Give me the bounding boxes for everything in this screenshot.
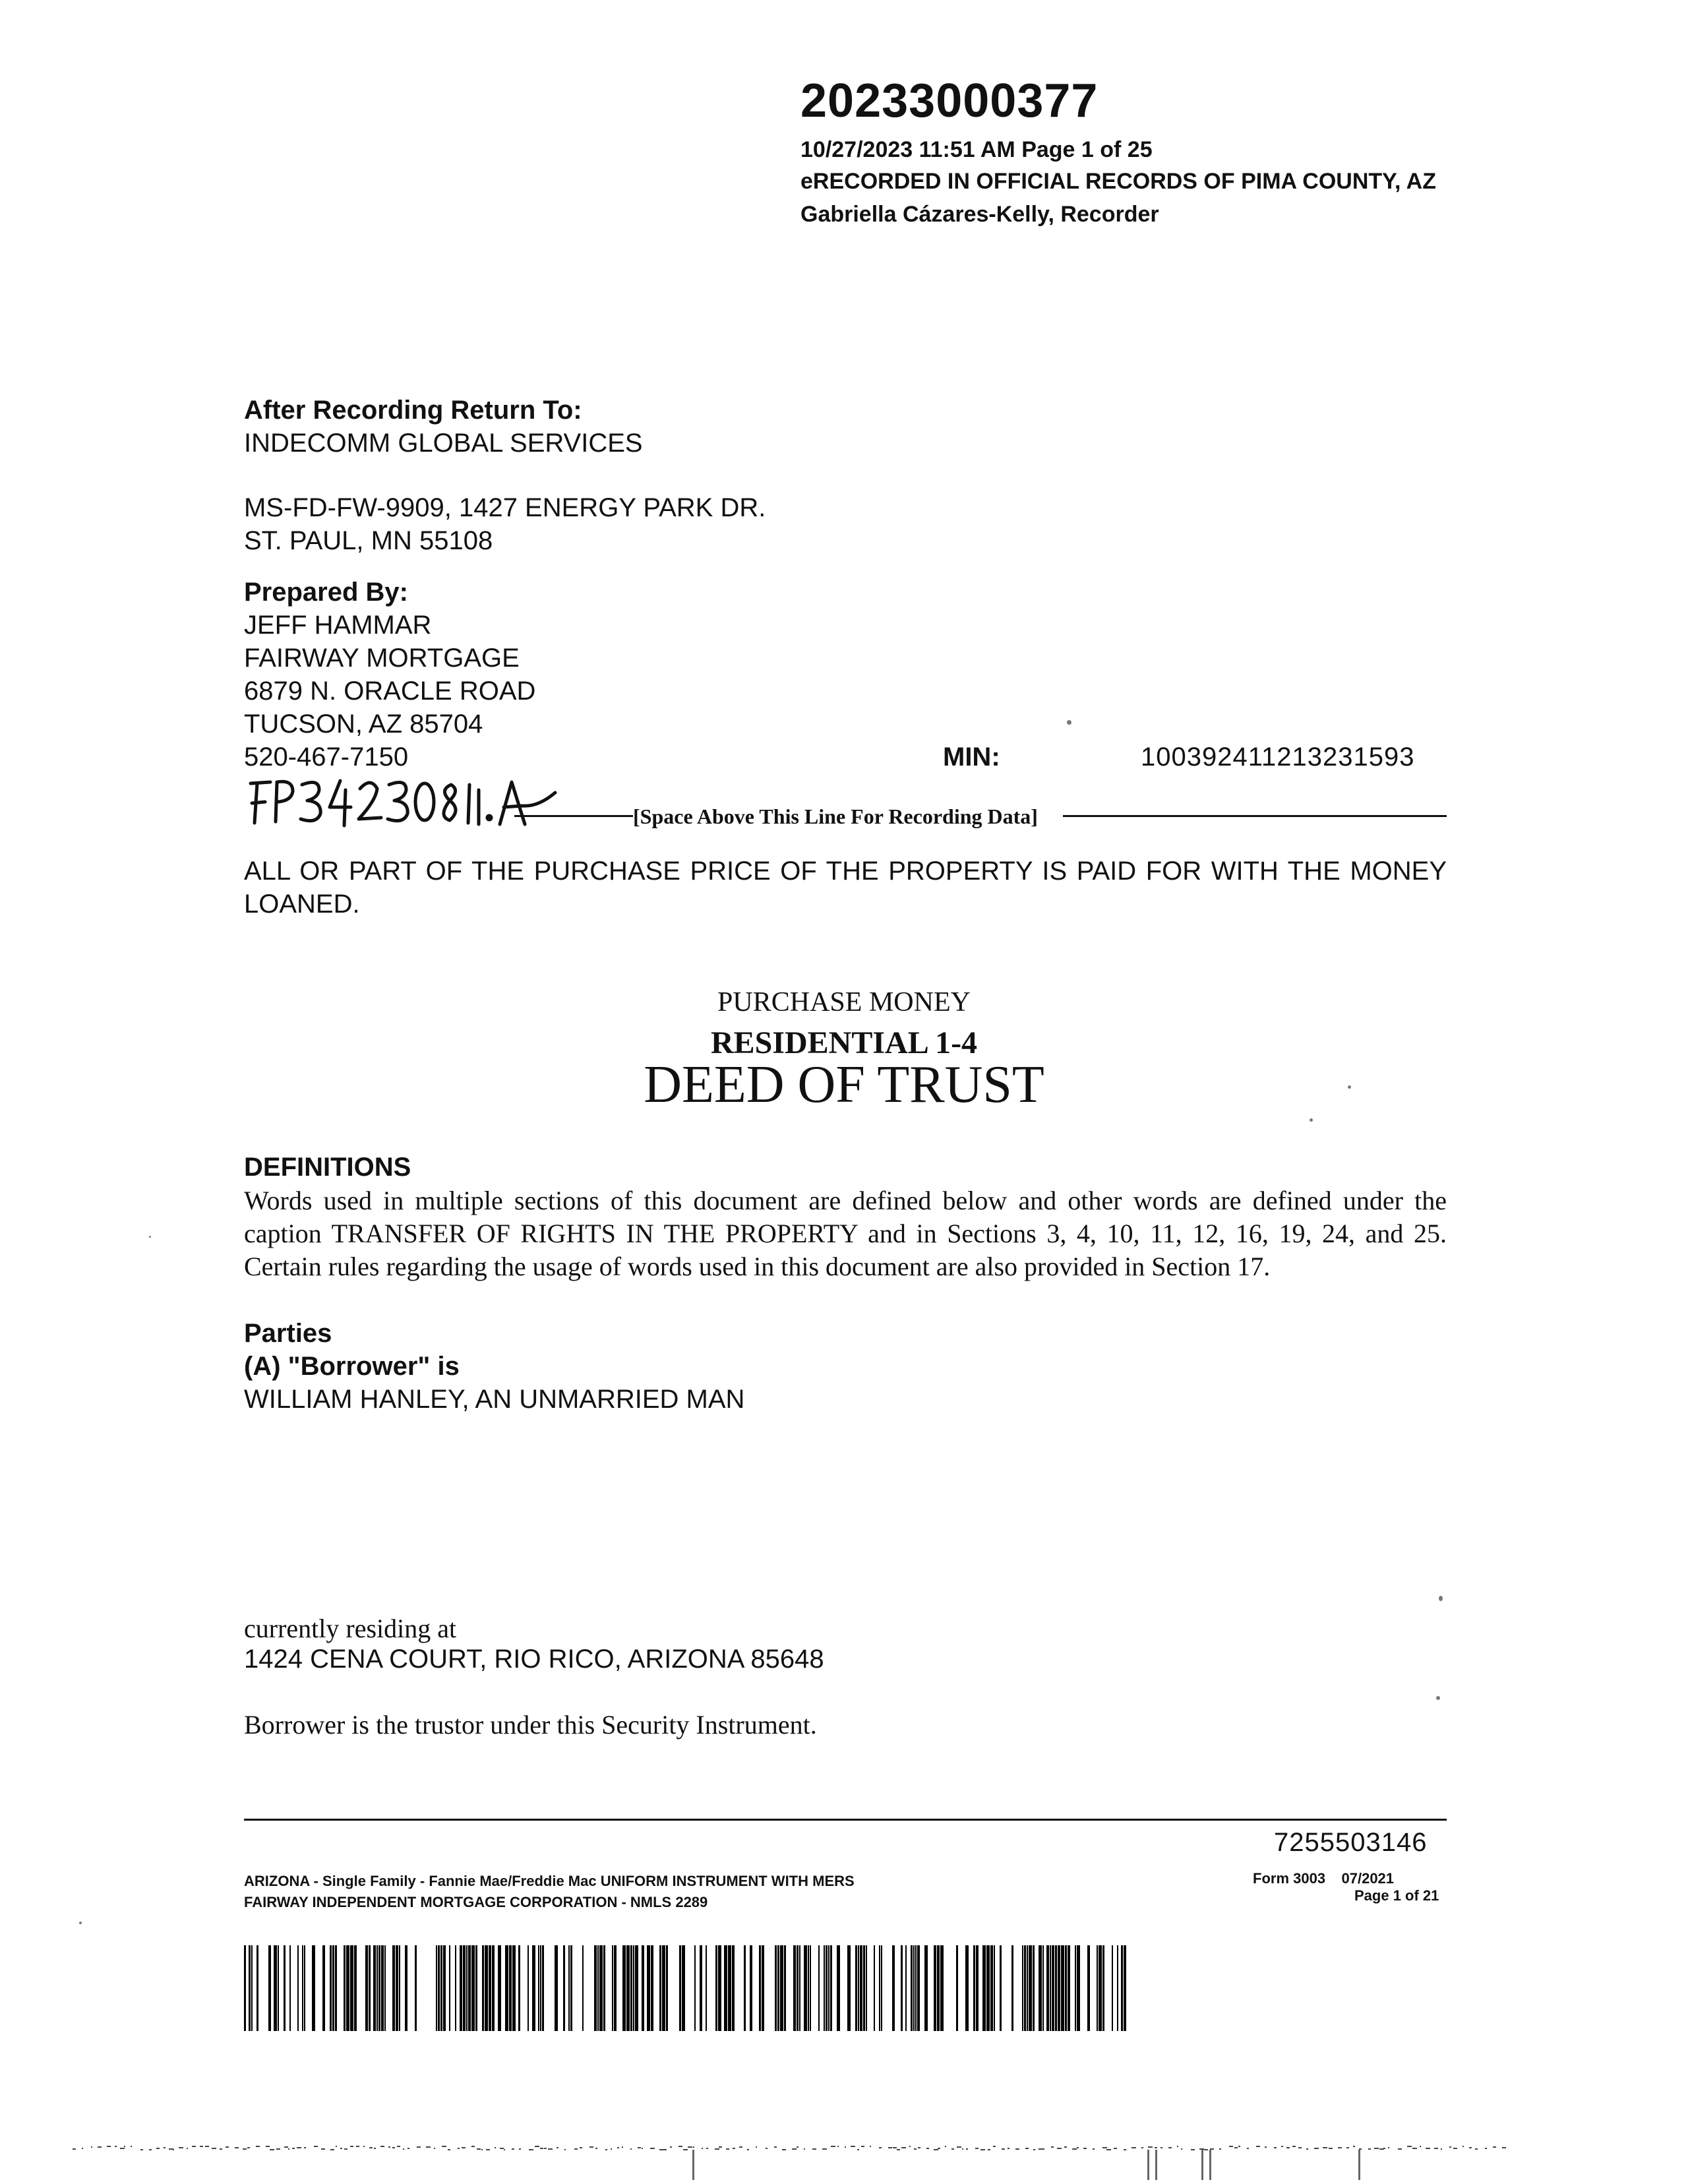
footer-lender-line: FAIRWAY INDEPENDENT MORTGAGE CORPORATION - NMLS 2289 (244, 1894, 708, 1910)
instrument-number: 20233000377 (800, 75, 1099, 127)
footer-page-number: Page 1 of 21 (1354, 1887, 1439, 1904)
loan-number: 7255503146 (1274, 1828, 1428, 1857)
trustor-statement: Borrower is the trustor under this Security Instrument. (244, 1710, 817, 1740)
prepared-by-heading: Prepared By: (244, 578, 408, 607)
title-purchase-money: PURCHASE MONEY (717, 987, 971, 1017)
scan-speck (1436, 1696, 1440, 1700)
scan-speck (149, 1236, 151, 1238)
borrower-name: WILLIAM HANLEY, AN UNMARRIED MAN (244, 1385, 745, 1414)
barcode (244, 1945, 1145, 2031)
return-to-line: INDECOMM GLOBAL SERVICES (244, 429, 643, 458)
handwritten-note (241, 770, 558, 831)
prepared-by-line: 6879 N. ORACLE ROAD (244, 677, 536, 706)
scan-edge-artifact (0, 2137, 1688, 2184)
residing-address: 1424 CENA COURT, RIO RICO, ARIZONA 85648 (244, 1645, 824, 1674)
prepared-by-line: FAIRWAY MORTGAGE (244, 644, 520, 673)
borrower-label: (A) "Borrower" is (244, 1352, 460, 1381)
title-residential: RESIDENTIAL 1-4 (710, 1025, 978, 1060)
scan-speck (1439, 1596, 1443, 1601)
min-label: MIN: (943, 743, 1000, 772)
recording-divider-right (1063, 815, 1447, 817)
title-deed-of-trust: DEED OF TRUST (644, 1056, 1044, 1114)
scan-speck (1067, 720, 1071, 725)
scan-speck (79, 1922, 82, 1924)
footer-form-number: Form 3003 07/2021 (1253, 1870, 1395, 1887)
footer-form-description: ARIZONA - Single Family - Fannie Mae/Freddie Mac UNIFORM INSTRUMENT WITH MERS (244, 1873, 855, 1889)
recorded-line: eRECORDED IN OFFICIAL RECORDS OF PIMA COUNTY, AZ (800, 169, 1437, 194)
residing-label: currently residing at (244, 1614, 457, 1643)
definitions-text: Words used in multiple sections of this document are defined below and other words are defined under the caption TRANSFER OF RIGHTS IN THE PROPERTY and in Sections 3, 4, 10, 11, 12, 16, 19, 24, and 25. Certain rules regarding the usage of words used in this document are also provided in Section 17. (244, 1186, 1447, 1281)
prepared-by-line: TUCSON, AZ 85704 (244, 710, 483, 739)
recording-divider-left (514, 815, 633, 817)
footer-divider (244, 1819, 1447, 1821)
scan-speck (1348, 1085, 1351, 1089)
min-value: 100392411213231593 (1141, 743, 1415, 772)
recorder-line: Gabriella Cázares-Kelly, Recorder (800, 202, 1159, 227)
prepared-by-line: 520-467-7150 (244, 743, 409, 772)
recording-date-line: 10/27/2023 11:51 AM Page 1 of 25 (800, 137, 1153, 162)
space-above-note: [Space Above This Line For Recording Data] (633, 804, 1038, 828)
prepared-by-line: JEFF HAMMAR (244, 611, 432, 640)
return-to-line: ST. PAUL, MN 55108 (244, 526, 493, 555)
scan-speck (1310, 1118, 1313, 1122)
purchase-notice: ALL OR PART OF THE PURCHASE PRICE OF THE PROPERTY IS PAID FOR WITH THE MONEY LOANED. (244, 857, 1447, 919)
parties-heading: Parties (244, 1319, 332, 1348)
definitions-heading: DEFINITIONS (244, 1153, 411, 1182)
return-to-line: MS-FD-FW-9909, 1427 ENERGY PARK DR. (244, 493, 766, 522)
return-to-heading: After Recording Return To: (244, 396, 582, 425)
